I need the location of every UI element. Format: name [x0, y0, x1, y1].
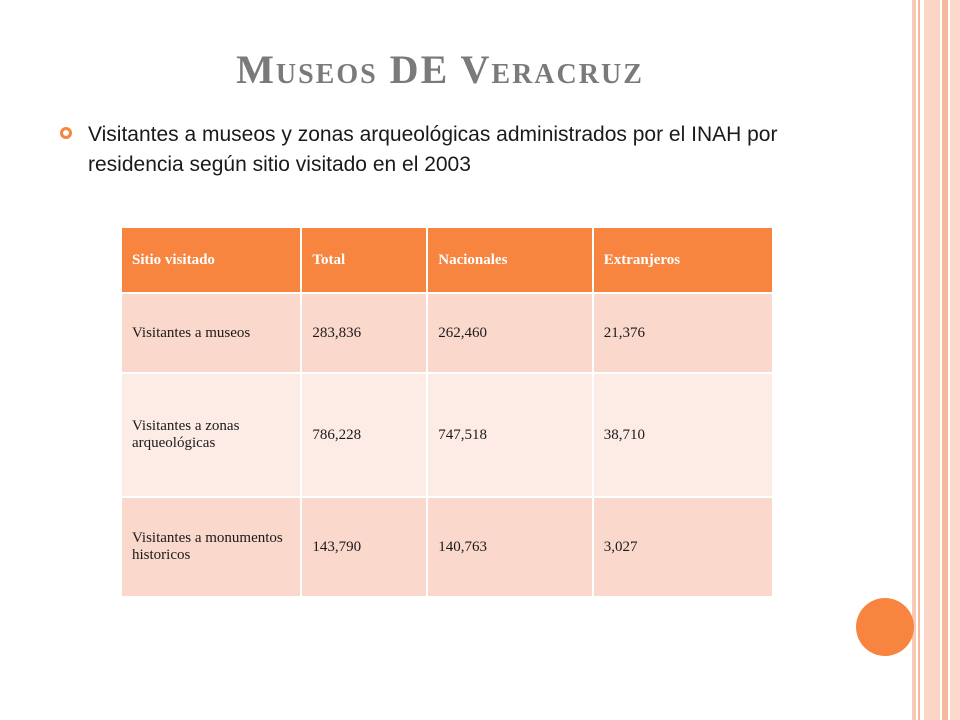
decorative-circle — [856, 598, 914, 656]
table-header-row — [121, 227, 773, 293]
stripe — [912, 0, 916, 720]
table-cell: 143,790 — [301, 497, 427, 597]
table-cell: 262,460 — [427, 293, 592, 373]
table-row — [121, 373, 773, 497]
slide-title: Museos DE Veracruz — [236, 47, 644, 92]
bullet-ring-icon — [60, 127, 72, 139]
column-header: Total — [301, 227, 427, 293]
column-header: Extranjeros — [593, 227, 773, 293]
table-cell: 747,518 — [427, 373, 592, 497]
stripe — [918, 0, 920, 720]
table-row — [121, 497, 773, 597]
table-cell: Visitantes a museos — [121, 293, 301, 373]
stripe — [924, 0, 940, 720]
table-cell: 283,836 — [301, 293, 427, 373]
table-cell: 21,376 — [593, 293, 773, 373]
decorative-side-stripes — [912, 0, 960, 720]
bullet-text: Visitantes a museos y zonas arqueológicas administrados por el INAH por residencia según sitio visitado en el 2003 — [88, 123, 778, 176]
stripe — [950, 0, 960, 720]
visitors-table — [120, 226, 774, 598]
table-cell: 3,027 — [593, 497, 773, 597]
table-cell: 786,228 — [301, 373, 427, 497]
table-cell: 140,763 — [427, 497, 592, 597]
column-header: Sitio visitado — [121, 227, 301, 293]
column-header: Nacionales — [427, 227, 592, 293]
table-cell: Visitantes a zonas arqueológicas — [121, 373, 301, 497]
table-cell: Visitantes a monumentos historicos — [121, 497, 301, 597]
table-row — [121, 293, 773, 373]
stripe — [942, 0, 948, 720]
table-cell: 38,710 — [593, 373, 773, 497]
